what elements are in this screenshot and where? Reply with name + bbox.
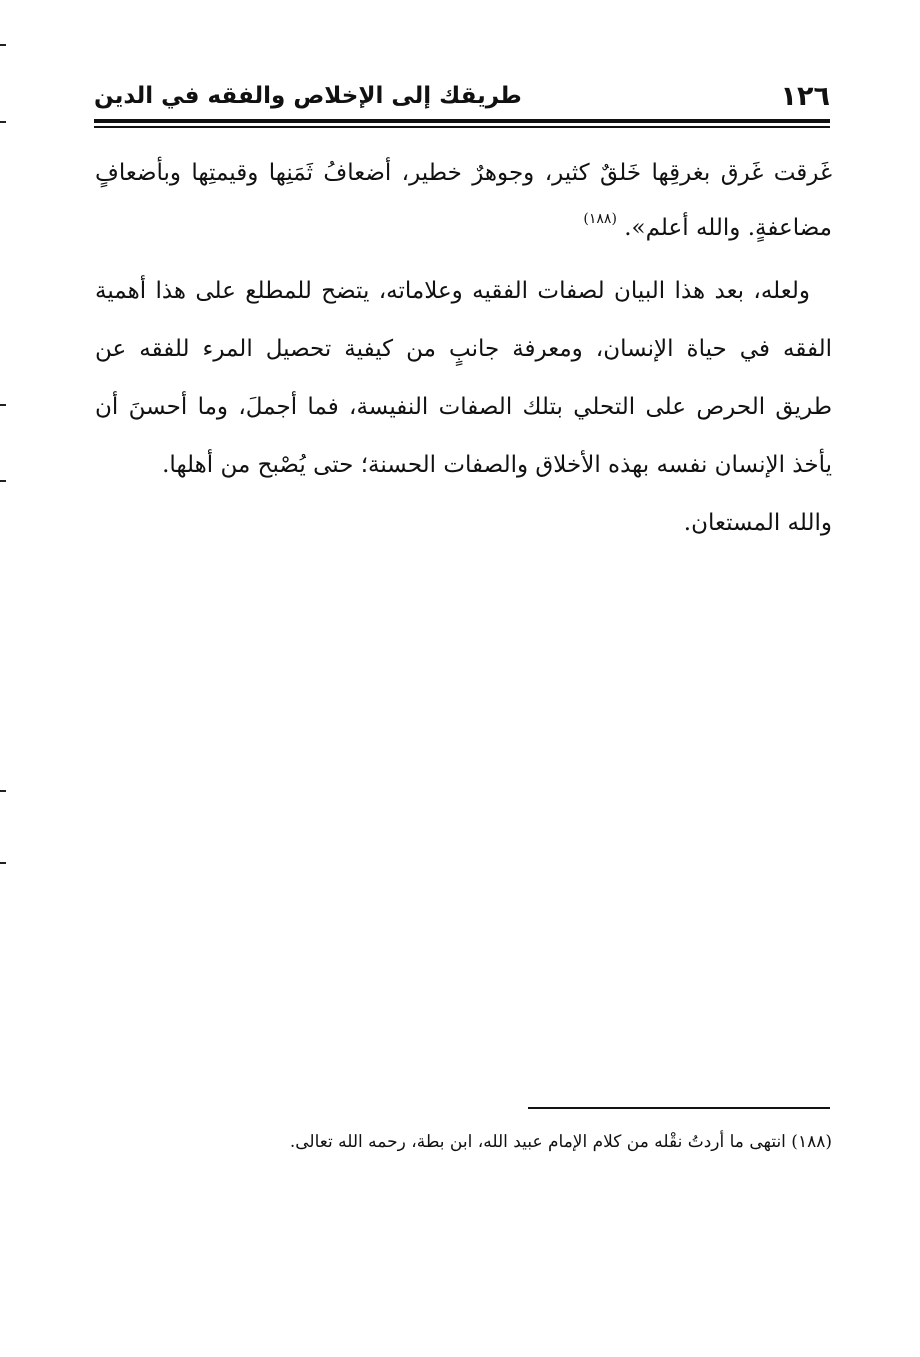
page-number: ١٢٦ (780, 80, 830, 112)
quote-text: غَرقت غَرق بغرقِها خَلقٌ كثير، وجوهرٌ خطير، أضعافُ ثَمَنِها وقيمتِها وبأضعافٍ مضاعفةٍ. والله أعلم». (95, 160, 832, 241)
page-header (94, 76, 830, 116)
header-rule-thin (94, 126, 830, 128)
margin-mark (0, 862, 6, 864)
margin-mark (0, 121, 6, 123)
footnote-separator (528, 1107, 830, 1109)
closing-line: والله المستعان. (683, 510, 832, 536)
paragraph: ولعله، بعد هذا البيان لصفات الفقيه وعلاماته، يتضح للمطلع على هذا أهمية الفقه في حياة الإنسان، ومعرفة جانبٍ من كيفية تحصيل المرء للفقه عن طريق الحرص على التحلي بتلك الصفات النفيسة، فما أجملَ، وما أحسنَ أن يأخذ الإنسان نفسه بهذه الأخلاق والصفات الحسنة؛ حتى يُصْبح من أهلها. (95, 278, 832, 478)
footnote: (١٨٨) انتهى ما أردتُ نقْله من كلام الإمام عبيد الله، ابن بطة، رحمه الله تعالى. (289, 1132, 832, 1152)
margin-mark (0, 44, 6, 46)
margin-mark (0, 404, 6, 406)
running-title: طريقك إلى الإخلاص والفقه في الدين (94, 83, 522, 109)
footnote-reference[interactable]: (١٨٨) (583, 211, 617, 227)
header-rule-thick (94, 119, 830, 123)
body-text (95, 146, 832, 552)
margin-mark (0, 480, 6, 482)
quote-paragraph (95, 146, 832, 256)
margin-mark (0, 790, 6, 792)
